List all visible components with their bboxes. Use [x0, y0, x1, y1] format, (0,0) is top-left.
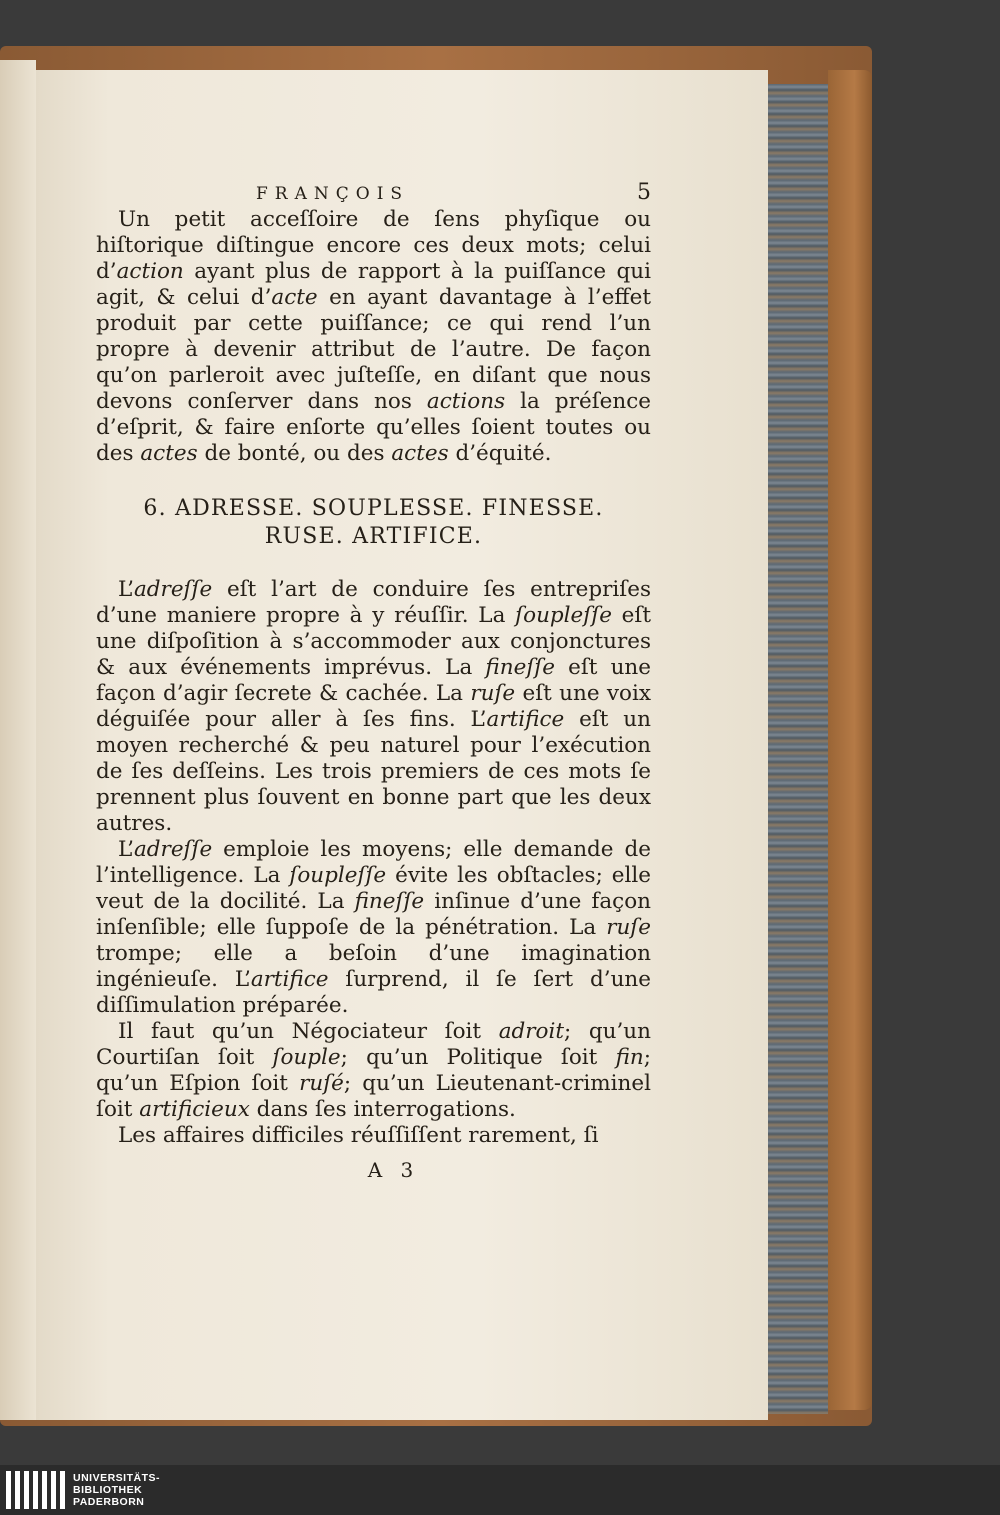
section-heading-line1: 6. ADRESSE. SOUPLESSE. FINESSE. — [143, 496, 604, 521]
signature-mark: A 3 — [367, 1158, 420, 1182]
italic-term: acte — [271, 285, 318, 310]
page-edges — [768, 84, 828, 1414]
running-head-title: FRANÇOIS — [256, 184, 410, 204]
section-heading-line2: RUSE. ARTIFICE. — [264, 524, 483, 549]
page-text — [96, 180, 651, 1183]
italic-term: artifice — [486, 707, 565, 732]
paragraph: L’adreſſe eſt l’art de conduire ſes entrepriſes d’une maniere propre à y réuſſir. La ſoupleſſe eſt une diſpoſition à s’accommoder aux conjonctures & aux événements imprévus. La fineſſe eſt une façon d’agir ſecrete & cachée. La ruſe eſt une voix déguiſée pour aller à ſes fins. L’artifice eſt un moyen recherché & peu naturel pour l’exécution de ſes deſſeins. Les trois premiers de ces mots ſe prennent plus ſouvent en bonne part que les deux autres. — [96, 577, 651, 836]
library-name-line3: PADERBORN — [73, 1496, 145, 1508]
italic-term: fineſſe — [485, 655, 555, 680]
paragraph: L’adreſſe emploie les moyens; elle demande de l’intelligence. La ſoupleſſe évite les obſtacles; elle veut de la docilité. La fineſſe inſinue d’une façon inſenſible; elle ſuppoſe de la pénétration. La ruſe trompe; elle a beſoin d’une imagination ingénieuſe. L’artifice ſurprend, il ſe ſert d’une diſſimulation préparée. — [96, 837, 652, 1018]
library-footer — [0, 1465, 1000, 1515]
italic-term: ſoupleſſe — [515, 603, 612, 628]
italic-term: actes — [391, 441, 449, 466]
italic-term: artifice — [250, 967, 329, 992]
italic-term: ſoupleſſe — [289, 863, 387, 888]
italic-term: adreſſe — [133, 577, 213, 602]
italic-term: ruſe — [470, 681, 516, 706]
library-logo-icon — [6, 1471, 65, 1509]
library-name-line2: BIBLIOTHEK — [73, 1484, 143, 1496]
section-heading — [96, 495, 651, 551]
italic-term: artificieux — [139, 1097, 250, 1122]
library-name — [73, 1472, 160, 1508]
paragraph: Il faut qu’un Négociateur ſoit adroit; qu’un Courtiſan ſoit ſouple; qu’un Politique ſoit fin; qu’un Eſpion ſoit ruſé; qu’un Lieutenant-criminel ſoit artificieux dans ſes interrogations. — [96, 1019, 652, 1122]
page-number: 5 — [637, 180, 651, 205]
paragraph: Un petit acceſſoire de ſens phyſique ou hiſtorique diſtingue encore ces deux mots; celui d’action ayant plus de rapport à la puiſſance qui agit, & celui d’acte en ayant davantage à l’effet produit par cette puiſſance; ce qui rend l’un propre à devenir attribut de l’autre. De façon qu’on parleroit avec juſteſſe, en diſant que nous devons conſerver dans nos actions la préſence d’eſprit, & faire enſorte qu’elles ſoient toutes ou des actes de bonté, ou des actes d’équité. — [96, 207, 651, 466]
cover-edge — [828, 70, 872, 1410]
library-name-line1: UNIVERSITÄTS- — [73, 1472, 161, 1484]
italic-term: actes — [140, 441, 198, 466]
italic-term: fineſſe — [354, 889, 425, 914]
running-head — [256, 180, 651, 207]
italic-term: fin — [615, 1045, 644, 1070]
paragraph: Les affaires difficiles réuſſiſſent rarement, ſi — [118, 1123, 599, 1148]
italic-term: ſouple — [272, 1045, 341, 1070]
italic-term: adreſſe — [133, 837, 213, 862]
italic-term: adroit — [498, 1019, 565, 1044]
italic-term: action — [116, 259, 184, 284]
italic-term: ruſe — [606, 915, 651, 940]
italic-term: ruſé — [299, 1071, 344, 1096]
left-page-edge — [0, 60, 36, 1420]
italic-term: actions — [426, 389, 506, 414]
